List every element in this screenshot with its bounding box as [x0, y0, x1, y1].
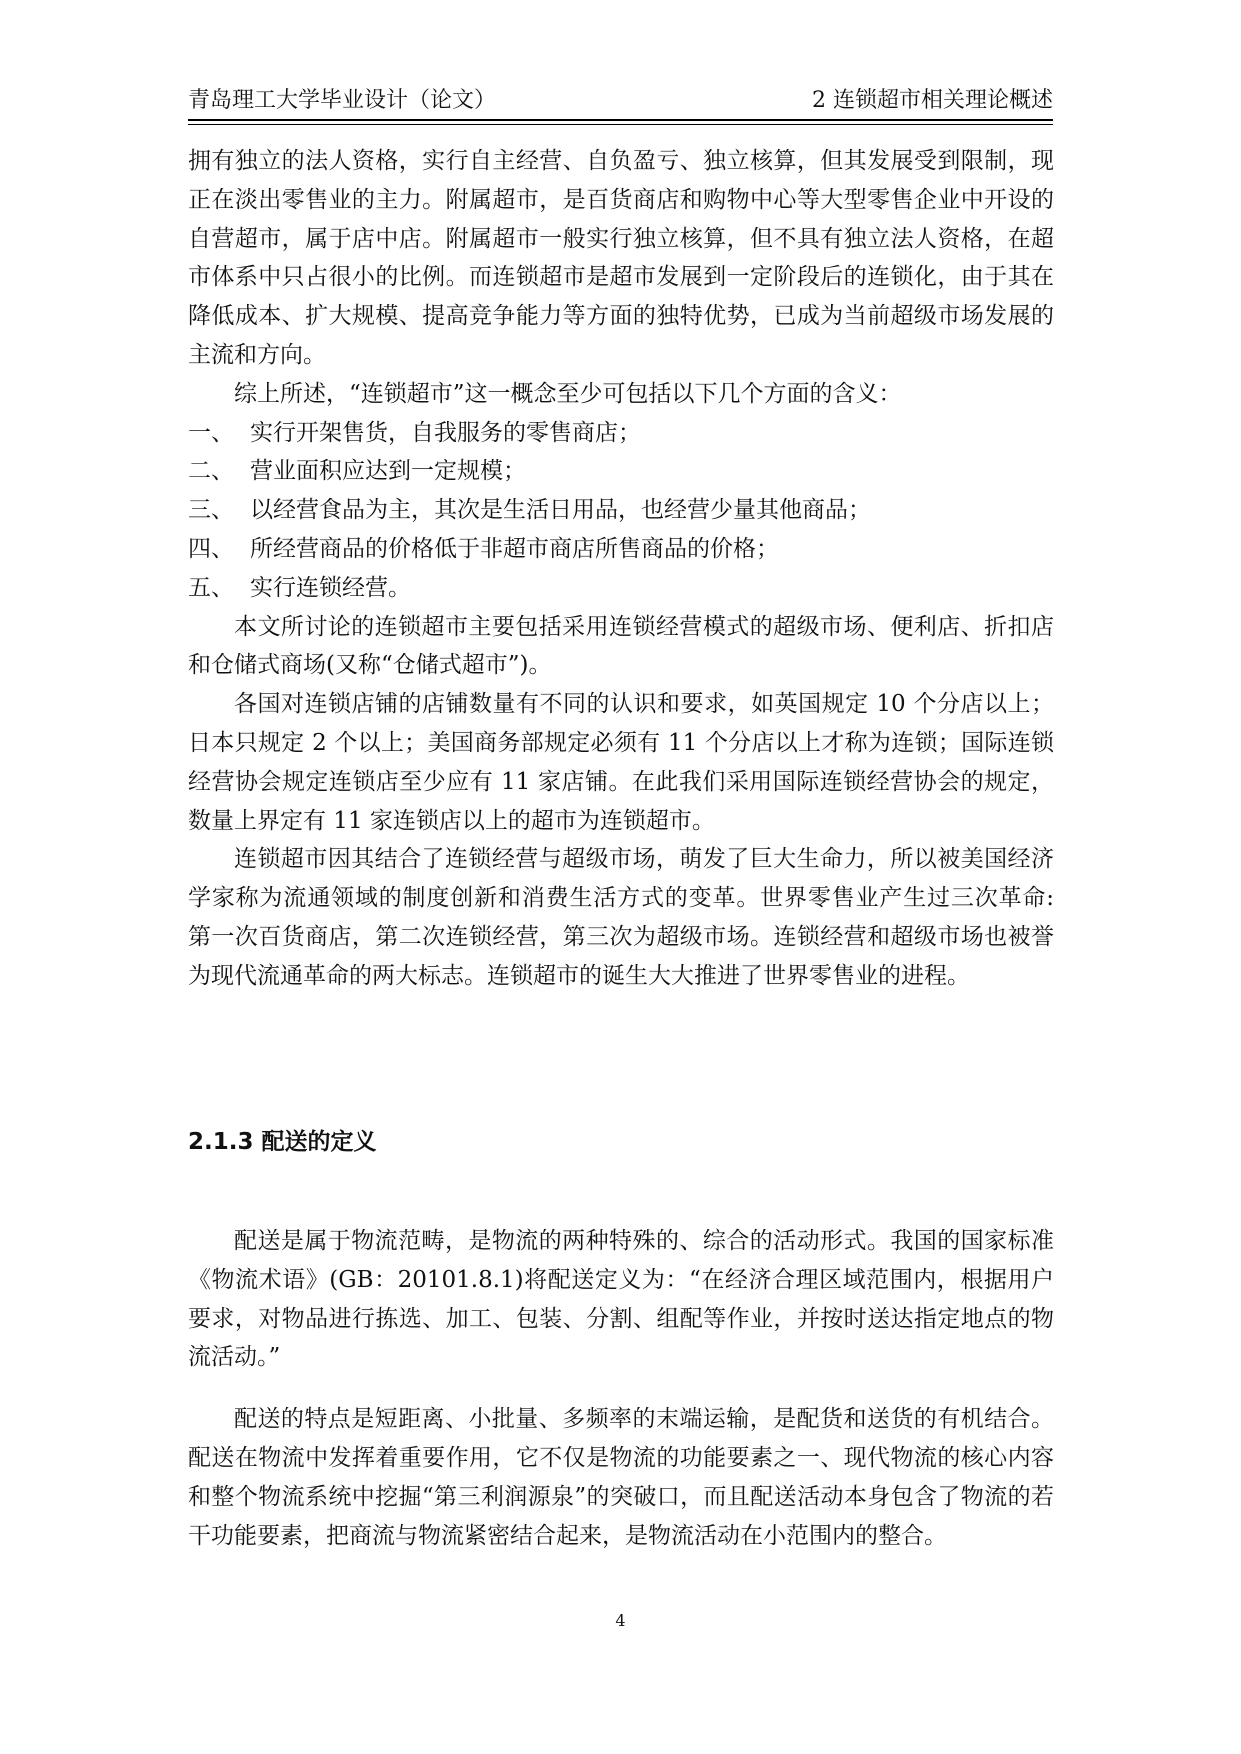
- list-item: [188, 452, 1054, 491]
- header-chapter-title: 2 连锁超市相关理论概述: [812, 88, 1053, 113]
- list-item-number: 三、: [188, 497, 234, 524]
- page-number: 4: [615, 1611, 626, 1630]
- list-item: [188, 569, 1054, 608]
- list-item: [188, 530, 1054, 569]
- list-item-text: 营业面积应达到一定规模；: [250, 458, 526, 485]
- list-item-text: 实行连锁经营。: [250, 574, 411, 601]
- list-item-number: 五、: [188, 574, 234, 601]
- list-item-text: 以经营食品为主，其次是生活日用品，也经营少量其他商品；: [250, 497, 871, 524]
- list-item: [188, 414, 1054, 453]
- list-item-text: 实行开架售货，自我服务的零售商店；: [250, 419, 641, 446]
- body-text-part-2: [188, 1199, 1054, 1578]
- paragraph-characteristics: 配送的特点是短距离、小批量、多频率的末端运输，是配货和送货的有机结合。配送在物流中发挥着重要作用，它不仅是物流的功能要素之一、现代物流的核心内容和整个物流系统中挖掘“第三利润源泉”的突破口，而且配送活动本身包含了物流的若干功能要素，把商流与物流紧密结合起来，是物流活动在小范围内的整合。: [188, 1406, 1054, 1549]
- running-header: [188, 86, 1053, 120]
- paragraph-continued: 拥有独立的法人资格，实行自主经营、自负盈亏、独立核算，但其发展受到限制，现正在淡出零售业的主力。附属超市，是百货商店和购物中心等大型零售企业中开设的自营超市，属于店中店。附属超市一般实行独立核算，但不具有独立法人资格，在超市体系中只占很小的比例。而连锁超市是超市发展到一定阶段后的连锁化，由于其在降低成本、扩大规模、提高竞争能力等方面的独特优势，已成为当前超级市场发展的主流和方向。: [188, 148, 1054, 368]
- header-rule-thin: [188, 124, 1053, 125]
- list-item: [188, 491, 1054, 530]
- paragraph-revolution: 连锁超市因其结合了连锁经营与超级市场，萌发了巨大生命力，所以被美国经济学家称为流通领域的制度创新和消费生活方式的变革。世界零售业产生过三次革命: 第一次百货商店，第二次连锁经营，第三次为超级市场。连锁经营和超级市场也被誉为现代流通革命的两大标志。连锁超市的诞生大大推进了世界零售业的进程。: [188, 846, 1054, 989]
- list-item-number: 二、: [188, 458, 234, 485]
- list-item-number: 四、: [188, 535, 234, 562]
- paragraph-summary-intro: 综上所述，“连锁超市”这一概念至少可包括以下几个方面的含义：: [234, 380, 902, 407]
- body-text-part-1: [188, 142, 1054, 996]
- paragraph-store-count: 各国对连锁店铺的店铺数量有不同的认识和要求，如英国规定 10 个分店以上；日本只规定 2 个以上；美国商务部规定必须有 11 个分店以上才称为连锁；国际连锁经营协会规定连锁店至少应有 11 家店铺。在此我们采用国际连锁经营协会的规定，数量上界定有 11 家连锁店以上的超市为连锁超市。: [188, 691, 1054, 834]
- section-heading: 2.1.3 配送的定义: [188, 1129, 377, 1155]
- paragraph-scope: 本文所讨论的连锁超市主要包括采用连锁经营模式的超级市场、便利店、折扣店和仓储式商场(又称“仓储式超市”)。: [188, 613, 1054, 679]
- list-item-text: 所经营商品的价格低于非超市商店所售商品的价格；: [250, 535, 779, 562]
- header-rule-thick: [188, 119, 1053, 121]
- header-thesis-title: 青岛理工大学毕业设计（论文）: [188, 88, 497, 113]
- list-item-number: 一、: [188, 419, 234, 446]
- paragraph-definition: 配送是属于物流范畴，是物流的两种特殊的、综合的活动形式。我国的国家标准《物流术语》(GB：20101.8.1)将配送定义为：“在经济合理区域范围内，根据用户要求，对物品进行拣选、加工、包装、分割、组配等作业，并按时送达指定地点的物流活动。”: [188, 1228, 1054, 1371]
